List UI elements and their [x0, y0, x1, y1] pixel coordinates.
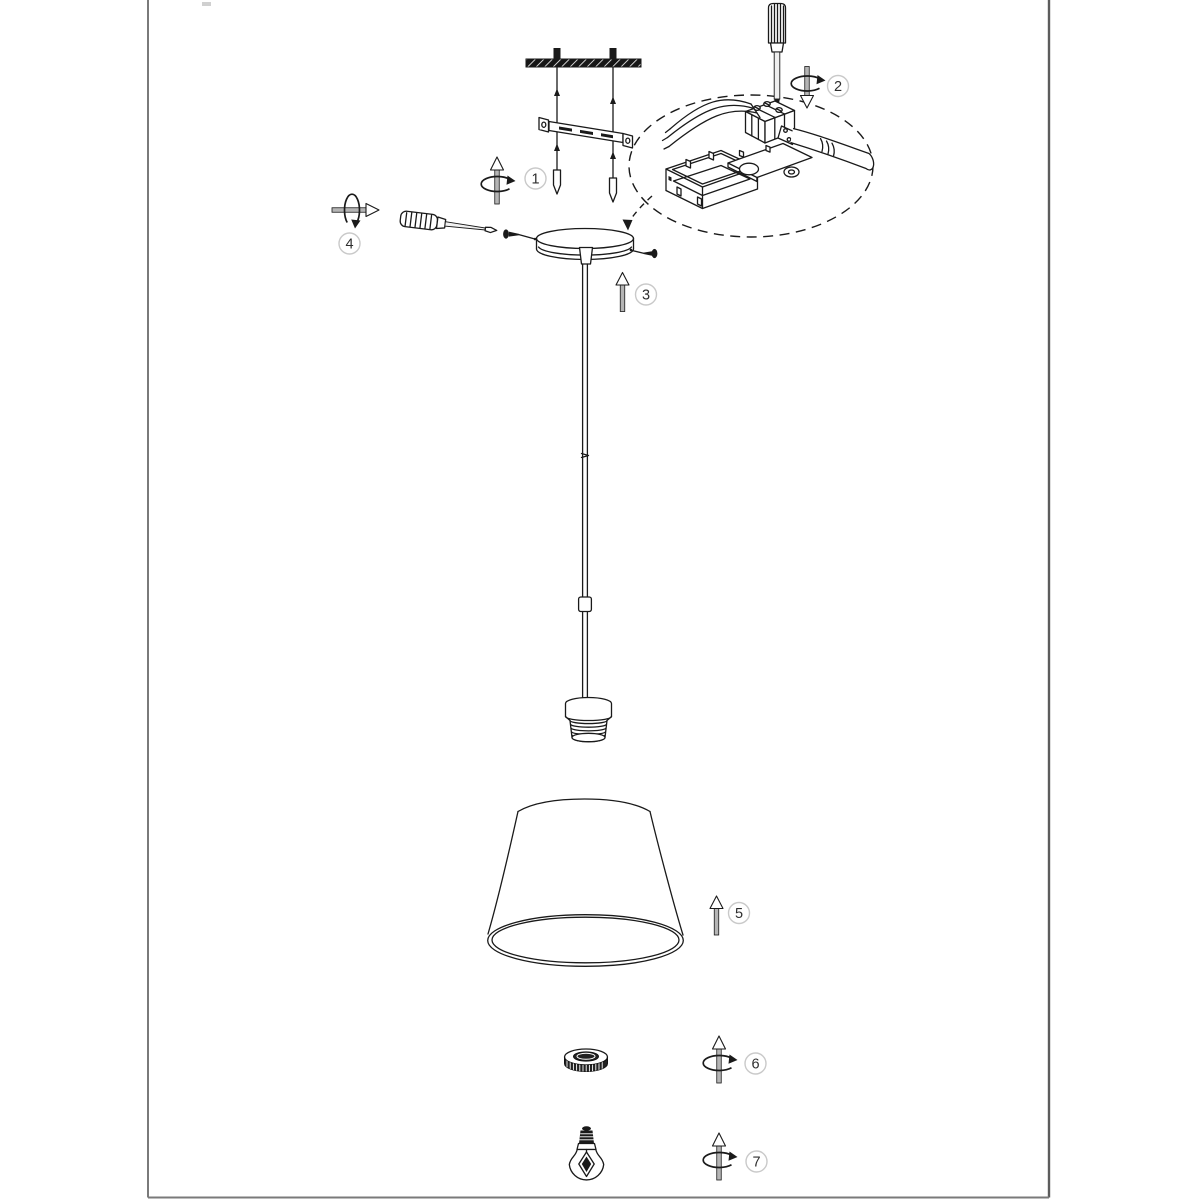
callout-leader-arrow [623, 196, 653, 231]
step-badge-3 [636, 284, 657, 305]
step-badge-7 [746, 1151, 767, 1172]
step-number: 4 [345, 236, 354, 253]
step-number: 7 [752, 1154, 761, 1171]
step-number: 1 [531, 171, 540, 188]
rod-coupler [579, 597, 592, 612]
step-badge-1 [525, 168, 546, 189]
anchor-bolt-right [610, 48, 617, 202]
mounting-plate [728, 144, 812, 182]
step7-rotate-icon [703, 1133, 737, 1180]
suspension-rod [579, 264, 592, 698]
step6-rotate-icon [703, 1036, 737, 1083]
canopy [537, 229, 634, 265]
step4-rotate-icon [332, 194, 379, 228]
mounting-bracket [539, 118, 633, 149]
step3-arrow-icon [616, 273, 629, 312]
ceiling-plate [526, 59, 641, 67]
step-number: 6 [751, 1056, 760, 1073]
step1-rotate-icon [481, 157, 515, 204]
light-bulb [569, 1126, 603, 1180]
step-number: 3 [641, 287, 651, 304]
step-badge-5 [729, 903, 750, 924]
page-artifact [202, 2, 211, 6]
shade-ring [565, 1049, 608, 1073]
step-badge-2 [828, 76, 849, 97]
step2-rotate-icon [791, 67, 825, 109]
step5-arrow-icon [710, 896, 723, 935]
screwdriver-horizontal [400, 211, 498, 238]
lampshade [488, 799, 684, 966]
anchor-bolt-left [554, 48, 561, 194]
screwdriver-vertical [769, 4, 786, 108]
step-badge-6 [745, 1053, 766, 1074]
step-number: 5 [734, 906, 744, 923]
step-badge-4 [339, 233, 360, 254]
canopy-screw-left [503, 229, 536, 240]
lamp-socket [566, 698, 612, 742]
step-number: 2 [833, 79, 843, 96]
